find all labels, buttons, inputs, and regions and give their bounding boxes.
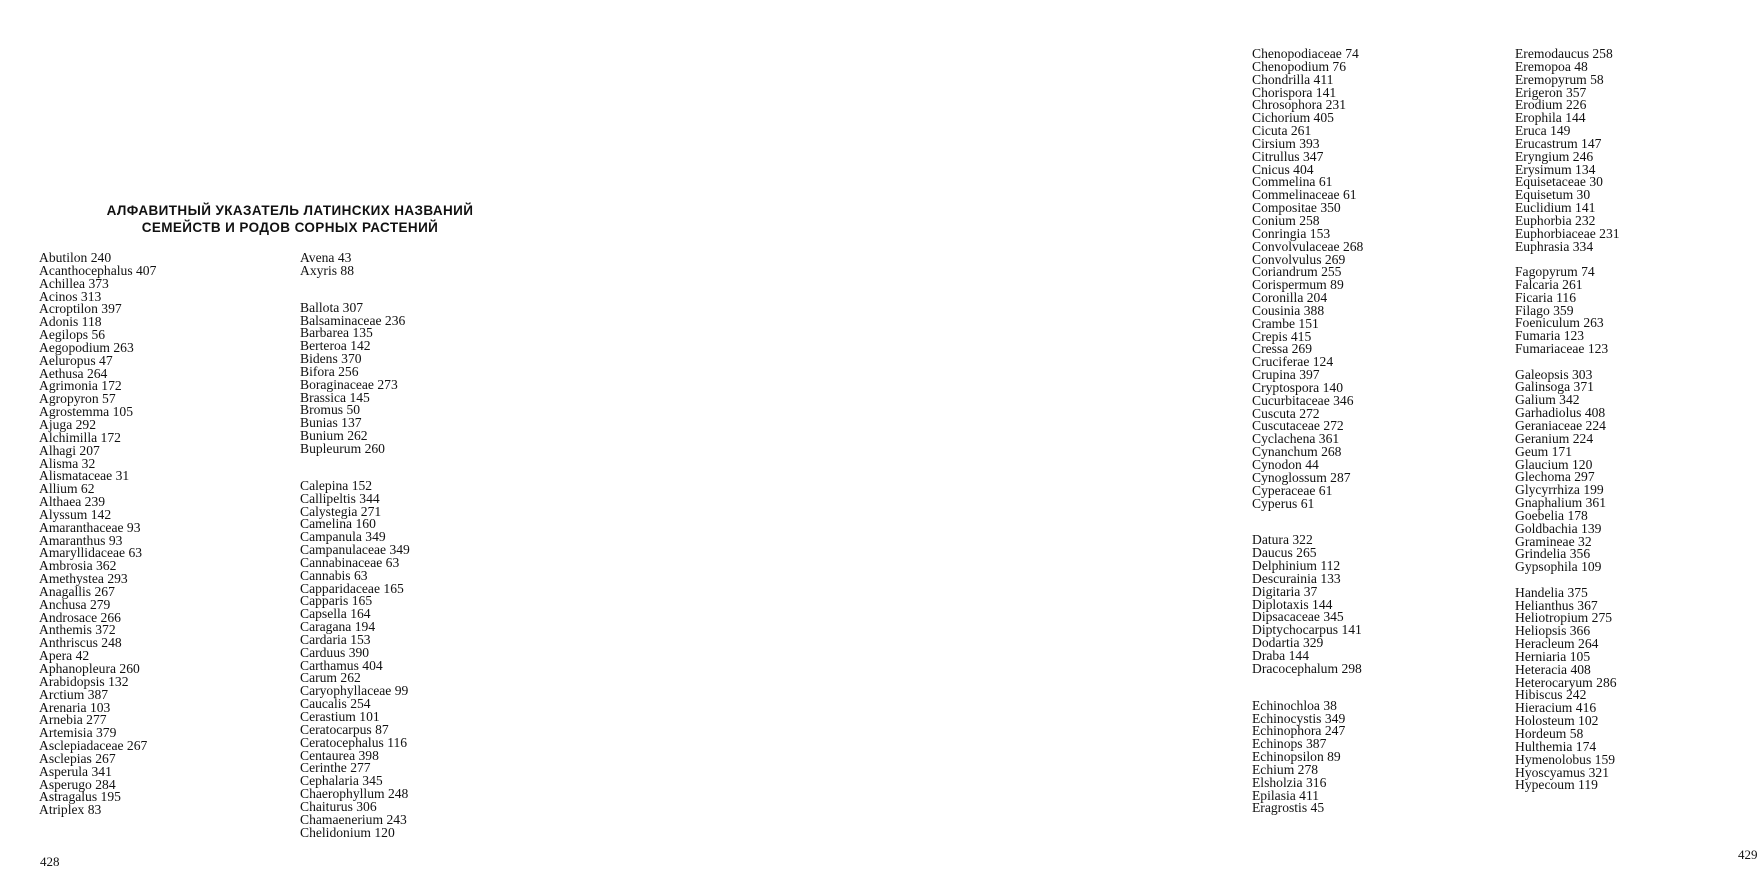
index-entry: Cyclachena 361 [1252, 431, 1340, 447]
index-entry: Arnebia 277 [39, 712, 107, 728]
page-number-left: 428 [40, 854, 60, 869]
index-entry: Asperugo 284 [39, 776, 116, 792]
page-number-right: 429 [1738, 847, 1758, 862]
index-entry: Echinops 387 [1252, 736, 1327, 752]
index-entry: Galeopsis 303 [1515, 366, 1593, 382]
index-entry: Arenaria 103 [39, 699, 111, 715]
index-entry: Capsella 164 [300, 606, 371, 622]
index-entry: Balsaminaceae 236 [300, 312, 406, 328]
index-entry: Heliopsis 366 [1515, 623, 1591, 639]
index-entry: Ceratocarpus 87 [300, 721, 389, 737]
index-entry: Bidens 370 [300, 351, 362, 367]
index-entry: Amaryllidaceae 63 [39, 545, 143, 561]
index-entry: Aethusa 264 [39, 365, 108, 381]
index-entry: Chenopodium 76 [1252, 58, 1347, 74]
index-entry: Berteroa 142 [300, 338, 371, 354]
index-entry: Geum 171 [1515, 443, 1573, 459]
index-entry: Eryngium 246 [1515, 148, 1594, 164]
index-entry: Cerastium 101 [300, 709, 380, 724]
index-entry: Cichorium 405 [1252, 110, 1334, 126]
index-entry: Convolvulaceae 268 [1252, 238, 1364, 254]
index-entry: Conium 258 [1252, 212, 1320, 228]
index-entry: Crambe 151 [1252, 315, 1319, 331]
index-entry: Cucurbitaceae 346 [1252, 392, 1354, 408]
index-entry: Cyperus 61 [1252, 495, 1315, 511]
index-entry: Achillea 373 [39, 275, 109, 291]
index-entry: Handelia 375 [1515, 584, 1588, 600]
index-entry: Allium 62 [39, 481, 95, 497]
index-entry: Diptychocarpus 141 [1252, 622, 1362, 638]
index-entry: Erysimum 134 [1515, 161, 1596, 177]
index-entry: Herniaria 105 [1515, 648, 1591, 664]
index-entry: Falcaria 261 [1515, 276, 1583, 292]
index-title-line-2: СЕМЕЙСТВ И РОДОВ СОРНЫХ РАСТЕНИЙ [141, 220, 439, 235]
index-entry: Eremopyrum 58 [1515, 71, 1604, 87]
index-entry: Amaranthaceae 93 [39, 519, 141, 535]
index-entry: Echium 278 [1252, 761, 1319, 777]
index-title-line-1: АЛФАВИТНЫЙ УКАЗАТЕЛЬ ЛАТИНСКИХ НАЗВАНИЙ [106, 203, 474, 218]
index-entry: Erophila 144 [1515, 110, 1586, 126]
index-column-left-2 [300, 252, 410, 839]
index-entry: Commelina 61 [1252, 174, 1333, 190]
index-entry: Glaucium 120 [1515, 456, 1593, 472]
index-entry: Asperula 341 [39, 763, 112, 779]
index-entry: Chamaenerium 243 [300, 811, 407, 827]
index-entry: Acroptilon 397 [39, 301, 122, 317]
index-column-left-1 [39, 252, 156, 817]
index-entry: Hymenolobus 159 [1515, 751, 1616, 767]
index-entry: Galium 342 [1515, 392, 1580, 408]
index-entry: Chenopodiaceae 74 [1252, 46, 1359, 61]
index-entry: Cerinthe 277 [300, 760, 371, 776]
index-entry: Echinophora 247 [1252, 723, 1346, 739]
index-entry: Descurainia 133 [1252, 570, 1341, 586]
index-entry: Hyoscyamus 321 [1515, 764, 1610, 780]
index-entry: Heteracia 408 [1515, 661, 1591, 677]
index-entry: Amaranthus 93 [39, 532, 123, 548]
index-entry: Alhagi 207 [39, 442, 100, 458]
index-entry: Heterocaryum 286 [1515, 674, 1617, 690]
index-entry: Althaea 239 [39, 494, 106, 510]
index-entry: Agrostemma 105 [39, 404, 134, 420]
index-entry: Diplotaxis 144 [1252, 596, 1333, 612]
index-entry: Galinsoga 371 [1515, 379, 1594, 395]
index-entry: Dracocephalum 298 [1252, 660, 1362, 676]
index-entry: Asclepias 267 [39, 750, 116, 766]
index-entry: Erodium 226 [1515, 97, 1587, 113]
index-entry: Hordeum 58 [1515, 725, 1584, 741]
index-entry: Euphrasia 334 [1515, 238, 1594, 254]
index-entry: Atriplex 83 [39, 802, 102, 818]
index-entry: Chaiturus 306 [300, 798, 377, 814]
index-entry: Filago 359 [1515, 302, 1574, 318]
index-entry: Ballota 307 [300, 299, 364, 315]
index-entry: Daucus 265 [1252, 545, 1317, 561]
index-entry: Aegilops 56 [39, 327, 106, 343]
index-entry: Digitaria 37 [1252, 583, 1318, 599]
index-entry: Compositae 350 [1252, 200, 1341, 216]
index-entry: Bupleurum 260 [300, 440, 385, 456]
index-entry: Garhadiolus 408 [1515, 405, 1606, 421]
index-entry: Heracleum 264 [1515, 636, 1599, 652]
index-entry: Ceratocephalus 116 [300, 734, 408, 750]
index-entry: Alisma 32 [39, 455, 96, 471]
index-entry: Aegopodium 263 [39, 339, 134, 355]
index-entry: Erucastrum 147 [1515, 135, 1602, 151]
index-entry: Dipsacaceae 345 [1252, 609, 1344, 625]
index-entry: Heliotropium 275 [1515, 610, 1613, 626]
index-entry: Avena 43 [300, 250, 352, 265]
index-entry: Cannabinaceae 63 [300, 554, 400, 570]
index-entry: Goebelia 178 [1515, 507, 1588, 523]
index-entry: Bunium 262 [300, 428, 368, 444]
index-entry: Conringia 153 [1252, 225, 1331, 241]
index-entry: Draba 144 [1252, 647, 1309, 663]
index-entry: Arabidopsis 132 [39, 673, 129, 689]
index-entry: Agropyron 57 [39, 391, 116, 407]
index-entry: Anchusa 279 [39, 596, 111, 612]
index-entry: Eruca 149 [1515, 123, 1571, 139]
index-entry: Foeniculum 263 [1515, 315, 1604, 331]
index-entry: Helianthus 367 [1515, 597, 1598, 613]
index-entry: Cardaria 153 [300, 631, 371, 647]
index-entry: Chelidonium 120 [300, 824, 395, 840]
index-entry: Holosteum 102 [1515, 713, 1599, 729]
index-entry: Carum 262 [300, 670, 361, 686]
index-entry: Acanthocephalus 407 [39, 262, 157, 278]
index-entry: Androsace 266 [39, 609, 121, 625]
index-entry: Crupina 397 [1252, 367, 1320, 383]
index-entry: Boraginaceae 273 [300, 376, 398, 392]
index-entry: Chondrilla 411 [1252, 71, 1334, 87]
index-entry: Euphorbia 232 [1515, 212, 1596, 228]
right-page [600, 0, 1758, 880]
index-entry: Centaurea 398 [300, 747, 379, 763]
index-entry: Arctium 387 [39, 686, 109, 702]
index-entry: Equisetaceae 30 [1515, 174, 1603, 190]
index-entry: Gramineae 32 [1515, 533, 1592, 549]
index-entry: Geranium 224 [1515, 430, 1594, 446]
index-entry: Caucalis 254 [300, 696, 371, 712]
index-entry: Caryophyllaceae 99 [300, 683, 409, 699]
index-entry: Ambrosia 362 [39, 558, 117, 574]
index-entry: Cressa 269 [1252, 341, 1313, 357]
index-entry: Axyris 88 [300, 262, 354, 278]
index-entry: Euphorbiaceae 231 [1515, 225, 1620, 241]
index-entry: Corispermum 89 [1252, 277, 1344, 293]
index-entry: Coriandrum 255 [1252, 264, 1342, 280]
index-entry: Agrimonia 172 [39, 378, 122, 394]
index-entry: Acinos 313 [39, 288, 102, 304]
index-entry: Gnaphalium 361 [1515, 495, 1606, 511]
index-entry: Callipeltis 344 [300, 490, 380, 506]
index-entry: Euclidium 141 [1515, 200, 1596, 216]
index-entry: Cuscutaceae 272 [1252, 418, 1344, 434]
index-entry: Brassica 145 [300, 389, 370, 405]
index-entry: Ficaria 116 [1515, 289, 1577, 305]
index-entry: Astragalus 195 [39, 789, 121, 805]
index-entry: Anthemis 372 [39, 622, 116, 638]
index-entry: Commelinaceae 61 [1252, 187, 1357, 203]
index-entry: Capparidaceae 165 [300, 580, 404, 596]
index-entry: Cruciferae 124 [1252, 354, 1334, 370]
index-entry: Chaerophyllum 248 [300, 786, 409, 802]
index-entry: Anagallis 267 [39, 583, 115, 599]
index-entry: Echinochloa 38 [1252, 697, 1337, 713]
index-entry: Alchimilla 172 [39, 429, 121, 445]
index-entry: Gypsophila 109 [1515, 559, 1602, 575]
index-entry: Asclepiadaceae 267 [39, 738, 148, 754]
index-title [40, 202, 540, 236]
index-entry: Cynodon 44 [1252, 457, 1319, 472]
index-entry: Bromus 50 [300, 402, 361, 418]
index-entry: Geraniaceae 224 [1515, 417, 1606, 433]
index-entry: Anthriscus 248 [39, 635, 122, 651]
index-entry: Equisetum 30 [1515, 187, 1591, 203]
index-entry: Chorispora 141 [1252, 84, 1337, 100]
index-entry: Hieracium 416 [1515, 700, 1597, 716]
index-column-right-2 [1515, 48, 1620, 792]
index-entry: Hypecoum 119 [1515, 777, 1598, 793]
index-entry: Adonis 118 [39, 314, 102, 330]
index-entry: Cuscuta 272 [1252, 405, 1320, 421]
index-entry: Echinocystis 349 [1252, 710, 1346, 726]
index-entry: Datura 322 [1252, 532, 1313, 548]
index-entry: Cicuta 261 [1252, 123, 1312, 139]
index-entry: Aphanopleura 260 [39, 661, 140, 676]
index-entry: Camelina 160 [300, 516, 376, 532]
index-entry: Aeluropus 47 [39, 352, 113, 368]
index-entry: Cynoglossum 287 [1252, 469, 1351, 485]
index-entry: Fumariaceae 123 [1515, 341, 1609, 357]
index-entry: Cirsium 393 [1252, 135, 1320, 151]
index-entry: Coronilla 204 [1252, 290, 1328, 306]
index-column-right-1 [1252, 48, 1363, 815]
index-entry: Abutilon 240 [39, 250, 112, 265]
index-entry: Barbarea 135 [300, 325, 373, 341]
index-entry: Dodartia 329 [1252, 635, 1324, 651]
index-entry: Echinopsilon 89 [1252, 749, 1341, 765]
index-entry: Chrosophora 231 [1252, 97, 1347, 113]
index-entry: Elsholzia 316 [1252, 774, 1327, 790]
index-entry: Fumaria 123 [1515, 328, 1585, 344]
index-entry: Eragrostis 45 [1252, 800, 1325, 816]
index-entry: Convolvulus 269 [1252, 251, 1346, 267]
index-entry: Artemisia 379 [39, 725, 117, 741]
index-entry: Ajuga 292 [39, 416, 97, 432]
index-entry: Glechoma 297 [1515, 469, 1595, 485]
index-entry: Epilasia 411 [1252, 787, 1320, 803]
index-entry: Capparis 165 [300, 593, 373, 609]
index-entry: Citrullus 347 [1252, 148, 1324, 164]
index-entry: Hulthemia 174 [1515, 738, 1597, 754]
index-entry: Campanula 349 [300, 529, 386, 545]
index-entry: Carduus 390 [300, 644, 370, 660]
left-page [0, 0, 600, 880]
index-entry: Cyperaceae 61 [1252, 482, 1333, 498]
index-entry: Eremodaucus 258 [1515, 46, 1613, 61]
index-entry: Cynanchum 268 [1252, 444, 1342, 460]
index-entry: Bunias 137 [300, 415, 362, 431]
index-entry: Apera 42 [39, 648, 90, 664]
index-entry: Delphinium 112 [1252, 558, 1341, 574]
index-entry: Amethystea 293 [39, 571, 128, 587]
index-entry: Calepina 152 [300, 477, 373, 493]
index-entry: Erigeron 357 [1515, 84, 1587, 100]
index-entry: Caragana 194 [300, 619, 376, 635]
index-entry: Bifora 256 [300, 363, 359, 379]
index-entry: Fagopyrum 74 [1515, 264, 1595, 280]
index-entry: Goldbachia 139 [1515, 520, 1602, 536]
index-entry: Cannabis 63 [300, 567, 368, 583]
index-entry: Cephalaria 345 [300, 773, 383, 789]
index-entry: Cousinia 388 [1252, 302, 1325, 318]
index-entry: Cryptospora 140 [1252, 379, 1343, 395]
index-entry: Crepis 415 [1252, 328, 1312, 344]
index-entry: Glycyrrhiza 199 [1515, 482, 1604, 498]
index-entry: Carthamus 404 [300, 657, 383, 673]
index-entry: Alismataceae 31 [39, 468, 130, 484]
index-entry: Calystegia 271 [300, 503, 382, 519]
index-entry: Eremopoa 48 [1515, 58, 1588, 74]
index-entry: Hibiscus 242 [1515, 687, 1587, 703]
index-entry: Cnicus 404 [1252, 161, 1314, 177]
index-entry: Grindelia 356 [1515, 546, 1591, 562]
index-entry: Campanulaceae 349 [300, 542, 410, 558]
index-entry: Alyssum 142 [39, 506, 112, 522]
